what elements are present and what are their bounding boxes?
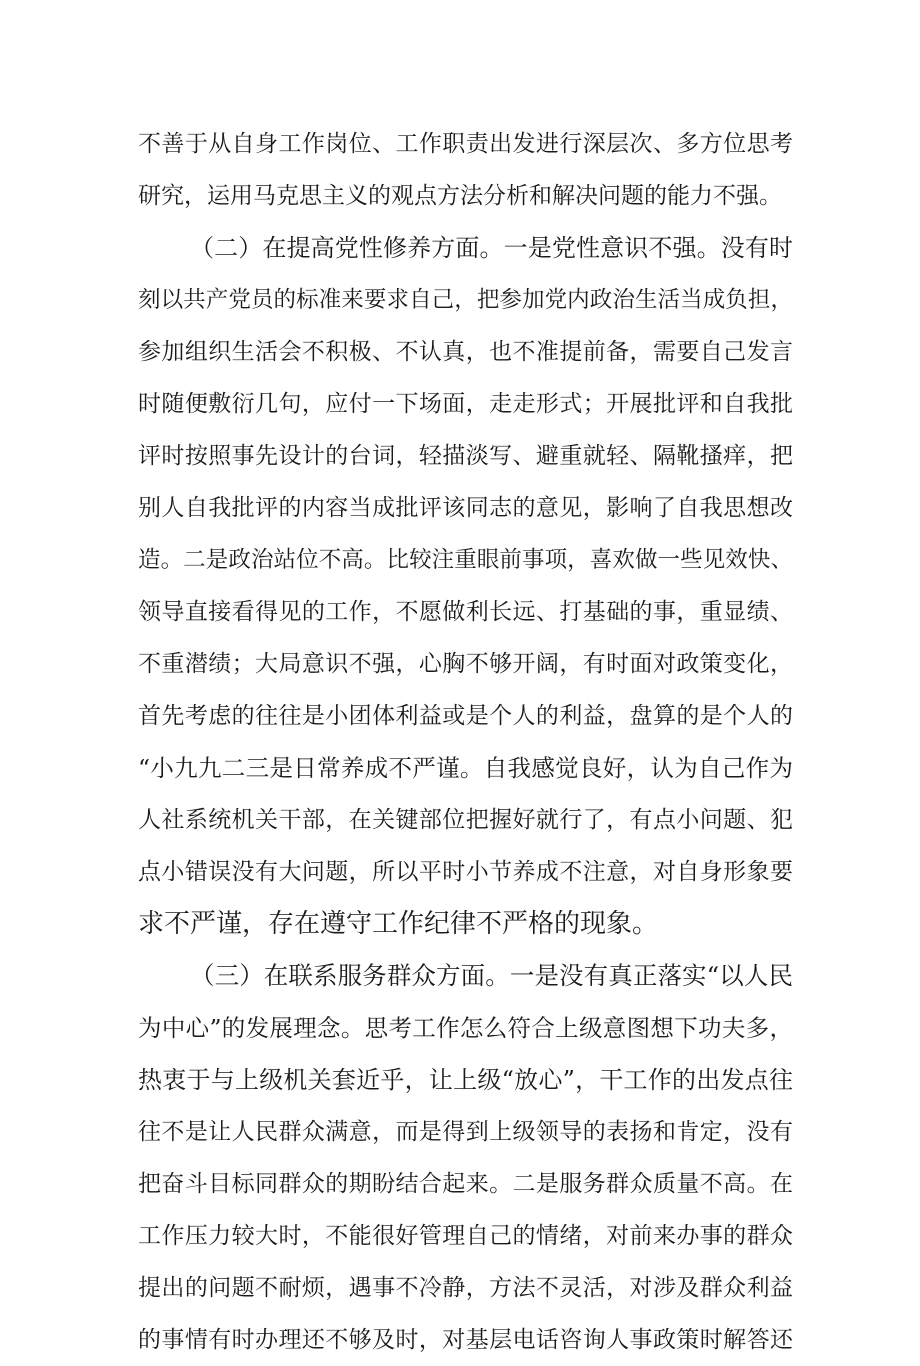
paragraph-3 — [138, 950, 793, 1366]
text-line: 工作压力较大时，不能很好管理自己的情绪，对前来办事的群众 — [138, 1223, 793, 1249]
text-line: 刻以共产党员的标准来要求自己，把参加党内政治生活当成负担， — [138, 287, 793, 313]
text-line: 时随便敷衍几句，应付一下场面，走走形式；开展批评和自我批 — [138, 391, 793, 417]
text-line: 造。二是政治站位不高。比较注重眼前事项，喜欢做一些见效快、 — [138, 547, 793, 573]
text-line: 往不是让人民群众满意，而是得到上级领导的表扬和肯定，没有 — [138, 1119, 793, 1145]
text-line: 研究，运用马克思主义的观点方法分析和解决问题的能力不强。 — [138, 183, 782, 209]
text-line: 参加组织生活会不积极、不认真，也不准提前备，需要自己发言 — [138, 339, 793, 365]
text-line: 求不严谨，存在遵守工作纪律不严格的现象。 — [138, 909, 659, 939]
text-line: （二）在提高党性修养方面。一是党性意识不强。没有时 — [190, 234, 793, 262]
text-line: 点小错误没有大问题，所以平时小节养成不注意，对自身形象要 — [138, 859, 793, 885]
text-line: （三）在联系服务群众方面。一是没有真正落实“以人民 — [190, 961, 793, 990]
text-line: “小九九二三是日常养成不严谨。自我感觉良好，认为自己作为 — [138, 754, 793, 782]
text-line: 的事情有时办理还不够及时，对基层电话咨询人事政策时解答还 — [138, 1327, 793, 1353]
text-line: 评时按照事先设计的台词，轻描淡写、避重就轻、隔靴搔痒，把 — [138, 443, 793, 469]
text-line: 人社系统机关干部，在关键部位把握好就行了，有点小问题、犯 — [138, 807, 793, 833]
text-line: 不善于从自身工作岗位、工作职责出发进行深层次、多方位思考 — [138, 131, 793, 157]
text-line: 不重潜绩；大局意识不强，心胸不够开阔，有时面对政策变化， — [138, 651, 793, 677]
paragraph-2 — [138, 222, 793, 950]
text-line: 把奋斗目标同群众的期盼结合起来。二是服务群众质量不高。在 — [138, 1171, 793, 1197]
document-body — [138, 118, 793, 1366]
text-line: 领导直接看得见的工作，不愿做利长远、打基础的事，重显绩、 — [138, 599, 793, 625]
text-line: 首先考虑的往往是小团体利益或是个人的利益，盘算的是个人的 — [138, 703, 793, 729]
text-line: 提出的问题不耐烦，遇事不冷静，方法不灵活，对涉及群众利益 — [138, 1275, 793, 1301]
paragraph-1 — [138, 118, 793, 222]
text-line: 热衷于与上级机关套近乎，让上级“放心”，干工作的出发点往 — [138, 1066, 793, 1094]
text-line: 为中心”的发展理念。思考工作怎么符合上级意图想下功夫多， — [138, 1014, 793, 1042]
text-line: 别人自我批评的内容当成批评该同志的意见，影响了自我思想改 — [138, 495, 793, 521]
